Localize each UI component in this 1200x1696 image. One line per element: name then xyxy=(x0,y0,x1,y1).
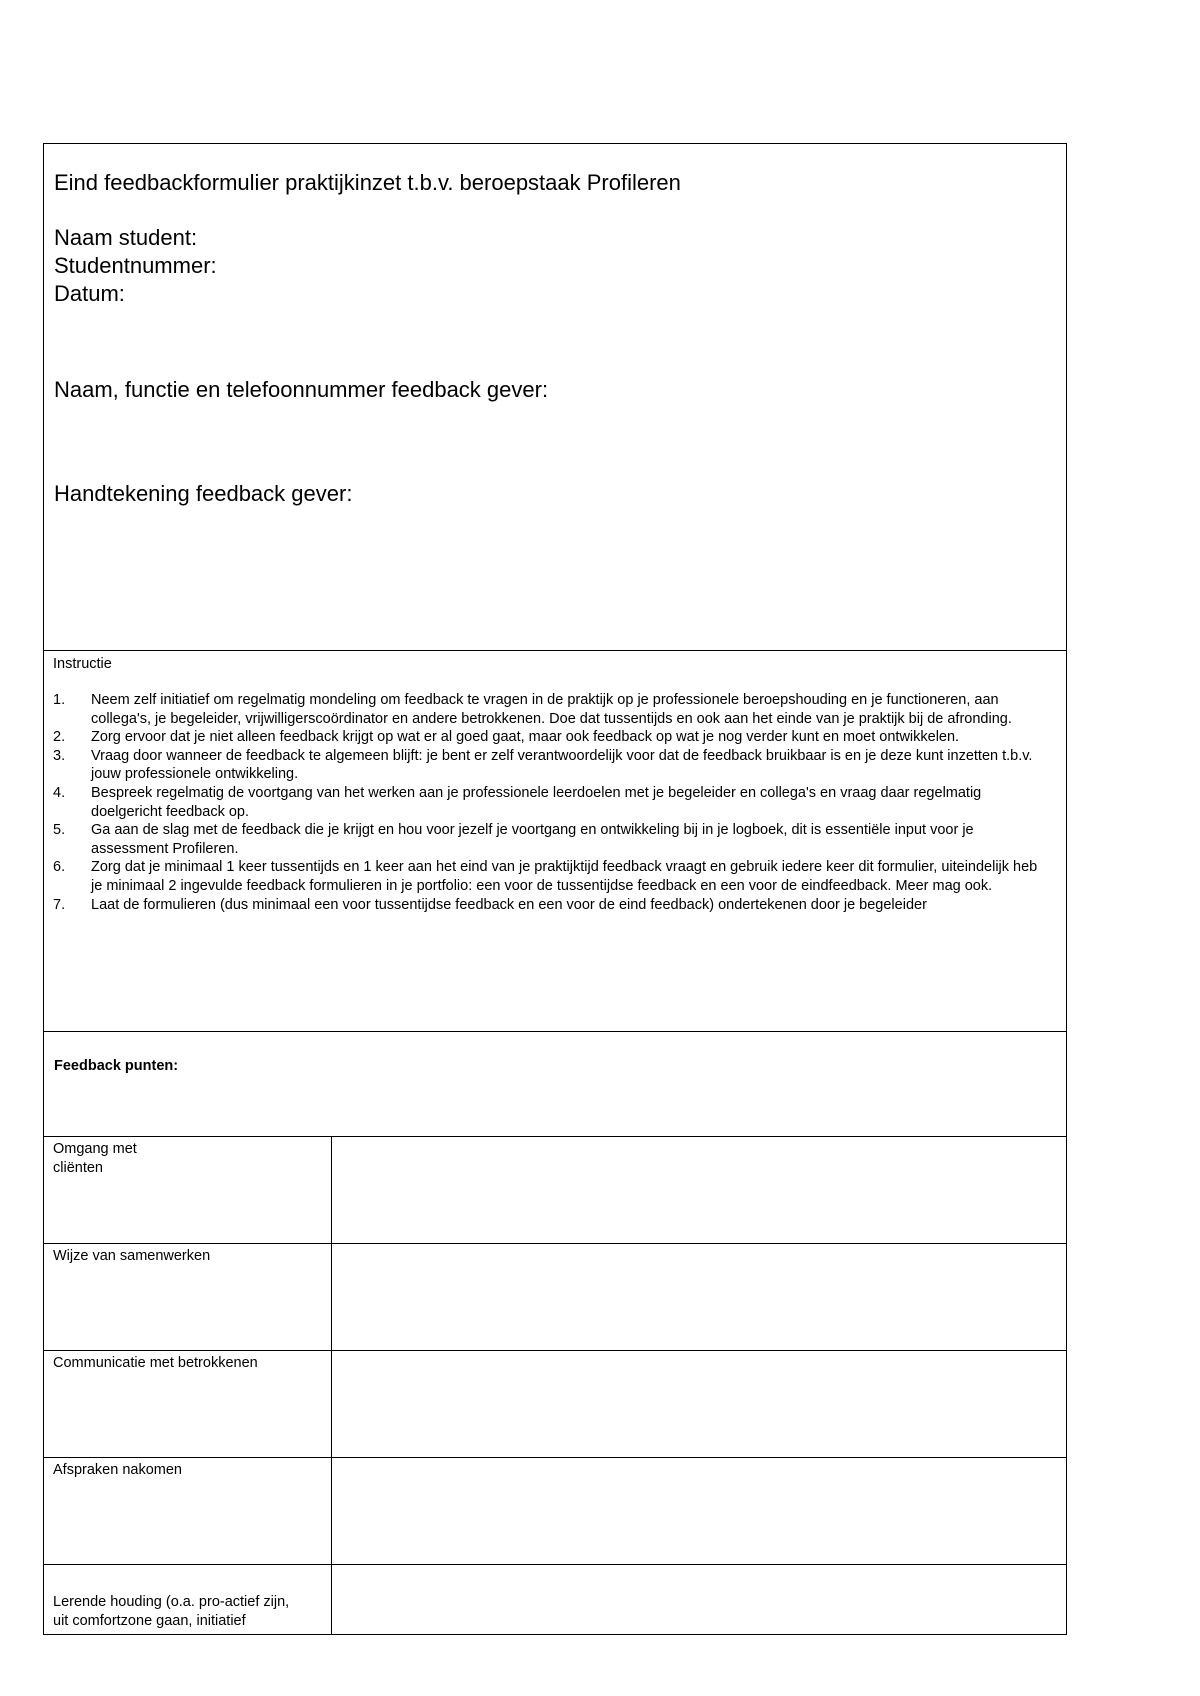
instructions-heading: Instructie xyxy=(53,656,112,672)
instruction-number: 1. xyxy=(53,692,66,708)
feedback-label-line: Wijze van samenwerken xyxy=(53,1248,211,1264)
instruction-number: 7. xyxy=(53,896,66,913)
student-number-label: Studentnummer: xyxy=(54,253,217,278)
feedback-title-row xyxy=(44,1032,1067,1137)
instructions-row xyxy=(44,651,1067,1032)
feedback-label-line: Lerende houding (o.a. pro-actief zijn, xyxy=(53,1594,290,1610)
feedback-row-afspraken xyxy=(44,1458,1067,1565)
instruction-item xyxy=(53,747,1048,784)
instruction-text: Neem zelf initiatief om regelmatig mondeling om feedback te vragen in de praktijk op je professionele beroepshouding en je functioneren, aan collega's, je begeleider, vrijwilligerscoördinator en andere betrokkenen. Doe dat tussentijds en ook aan het einde van je praktijk bij de afronding. xyxy=(91,692,1012,727)
feedback-label-line: Communicatie met betrokkenen xyxy=(53,1355,258,1371)
feedback-row-input[interactable] xyxy=(332,1565,1067,1635)
date-label: Datum: xyxy=(54,281,125,306)
feedback-title-cell xyxy=(44,1032,1067,1137)
feedback-row-omgang xyxy=(44,1137,1067,1244)
feedback-row-input[interactable] xyxy=(332,1137,1067,1244)
feedback-giver-info-label: Naam, functie en telefoonnummer feedback gever: xyxy=(54,377,549,402)
feedback-row-input[interactable] xyxy=(332,1458,1067,1565)
instruction-text: Bespreek regelmatig de voortgang van het werken aan je professionele leerdoelen met je begeleider en collega's en vraag daar regelmatig doelgericht feedback op. xyxy=(91,784,982,820)
feedback-row-label xyxy=(44,1565,332,1635)
instruction-text: Zorg dat je minimaal 1 keer tussentijds en 1 keer aan het eind van je praktijktijd feedback vraagt en gebruik iedere keer dit formulier, uiteindelijk heb je minimaal 2 ingevulde feedback formulieren in je portfolio: een voor de tussentijdse feedback en een voor de eindfeedback. Meer mag ook. xyxy=(91,859,1038,894)
form-header-cell xyxy=(44,144,1067,651)
feedback-row-samenwerken xyxy=(44,1244,1067,1351)
instruction-number: 2. xyxy=(53,729,66,746)
feedback-row-communicatie xyxy=(44,1351,1067,1458)
form-header-row xyxy=(44,144,1067,651)
instruction-number: 6. xyxy=(53,859,66,876)
instruction-number: 5. xyxy=(53,822,66,839)
instruction-text: Zorg ervoor dat je niet alleen feedback krijgt op wat er al goed gaat, maar ook feedback op wat je nog verder kunt en moet ontwikkelen. xyxy=(91,729,960,746)
instruction-number: 4. xyxy=(53,784,66,801)
instructions-list xyxy=(53,691,1048,914)
signature-label: Handtekening feedback gever: xyxy=(54,481,353,506)
feedback-label-line: Omgang met xyxy=(53,1141,137,1157)
instruction-item xyxy=(53,728,1048,747)
feedback-row-label xyxy=(44,1351,332,1458)
feedback-row-lerende-houding xyxy=(44,1565,1067,1635)
date-field-space[interactable] xyxy=(54,308,1056,376)
feedback-row-label xyxy=(44,1137,332,1244)
feedback-title: Feedback punten: xyxy=(54,1058,179,1074)
instructions-cell xyxy=(44,651,1067,1032)
instruction-item xyxy=(53,691,1048,728)
feedback-form-table xyxy=(43,143,1067,1635)
student-name-label: Naam student: xyxy=(54,225,198,250)
feedback-row-label xyxy=(44,1458,332,1565)
instruction-item xyxy=(53,821,1048,858)
instruction-item xyxy=(53,784,1048,821)
feedback-label-line: Afspraken nakomen xyxy=(53,1462,182,1478)
feedback-label-line: cliënten xyxy=(53,1160,103,1176)
form-title: Eind feedbackformulier praktijkinzet t.b.v. beroepstaak Profileren xyxy=(54,170,681,195)
feedback-row-input[interactable] xyxy=(332,1351,1067,1458)
feedback-row-label xyxy=(44,1244,332,1351)
instruction-item xyxy=(53,896,1048,915)
instruction-text: Laat de formulieren (dus minimaal een voor tussentijdse feedback en een voor de eind feedback) ondertekenen door je begeleider xyxy=(91,896,927,913)
feedback-giver-info-field[interactable] xyxy=(54,404,1056,480)
instruction-text: Ga aan de slag met de feedback die je krijgt en hou voor jezelf je voortgang en ontwikkeling bij in je logboek, dit is essentiële input voor je assessment Profileren. xyxy=(91,822,974,857)
instruction-number: 3. xyxy=(53,747,66,764)
feedback-row-input[interactable] xyxy=(332,1244,1067,1351)
instruction-item xyxy=(53,858,1048,895)
instruction-text: Vraag door wanneer de feedback te algemeen blijft: je bent er zelf verantwoordelijk voor dat de feedback bruikbaar is en je deze kunt inzetten t.b.v. jouw professionele ontwikkeling. xyxy=(91,747,1033,783)
feedback-label-line: uit comfortzone gaan, initiatief xyxy=(53,1613,246,1629)
